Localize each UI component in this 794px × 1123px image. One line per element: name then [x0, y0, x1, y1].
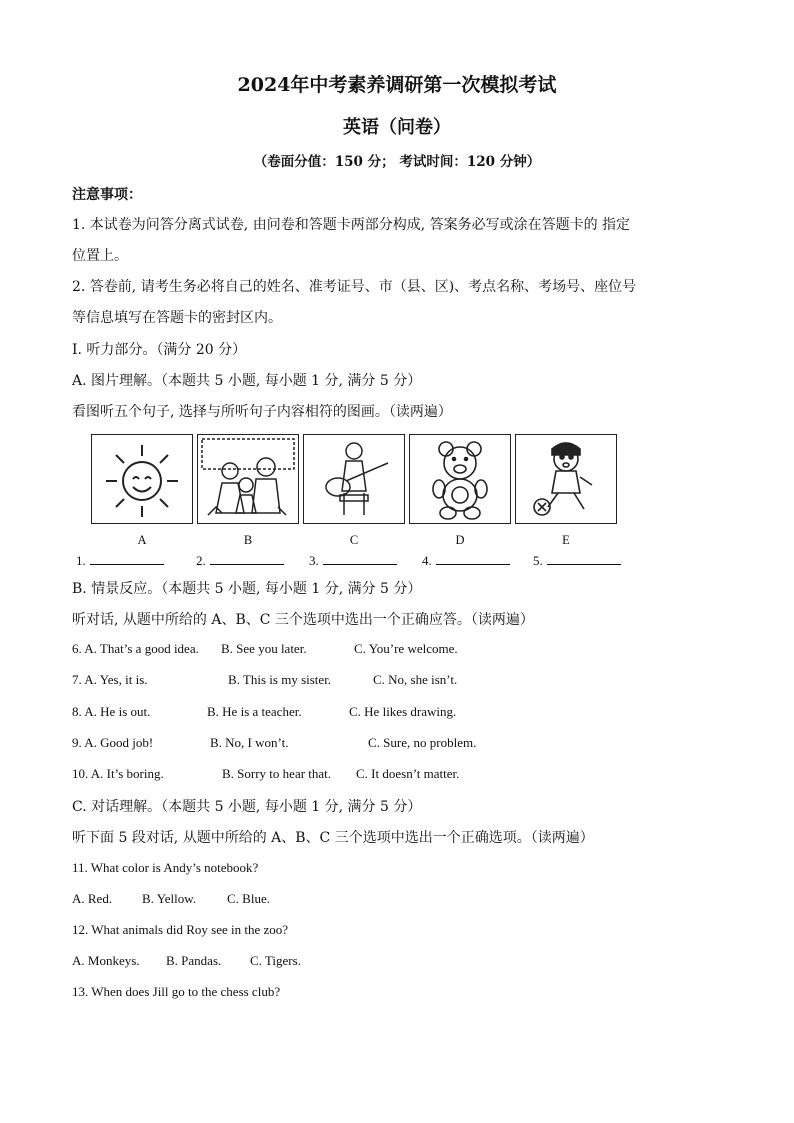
q9-option-b: B. No, I won’t.: [210, 735, 289, 750]
q12-option-c: C. Tigers.: [250, 953, 301, 968]
q9-option-a: 9. A. Good job!: [72, 735, 154, 750]
q6-option-a: 6. A. That’s a good idea.: [72, 641, 199, 656]
answer-blank-2[interactable]: [196, 552, 284, 569]
picture-e: [515, 434, 617, 524]
q8-option-b: B. He is a teacher.: [207, 704, 302, 719]
answer-blank-3[interactable]: [309, 552, 397, 569]
q7-option-b: B. This is my sister.: [228, 672, 332, 687]
note-item-2-line-2: 等信息填写在答题卡的密封区内。: [72, 310, 282, 326]
picture-row: [91, 434, 617, 526]
part-a-heading: A. 图片理解。（本题共 5 小题, 每小题 1 分, 满分 5 分）: [72, 373, 422, 389]
part-b-heading: B. 情景反应。（本题共 5 小题, 每小题 1 分, 满分 5 分）: [72, 581, 422, 597]
note-item-1-line-1: 1. 本试卷为问答分离式试卷, 由问卷和答题卡两部分构成, 答案务必写或涂在答题卡的 指定: [72, 217, 631, 233]
blank-line: [547, 552, 621, 565]
q10-option-c: C. It doesn’t matter.: [356, 766, 460, 781]
q11-option-c: C. Blue.: [227, 891, 270, 906]
blank-number: 1.: [76, 553, 86, 568]
q10-option-a: 10. A. It’s boring.: [72, 766, 164, 781]
picture-label-e: E: [562, 533, 570, 547]
answer-blank-4[interactable]: [422, 552, 510, 569]
picture-label-a: A: [137, 533, 147, 547]
q11-option-a: A. Red.: [72, 891, 113, 906]
q7-option-c: C. No, she isn’t.: [373, 672, 458, 687]
part-c-heading: C. 对话理解。（本题共 5 小题, 每小题 1 分, 满分 5 分）: [72, 799, 422, 815]
blank-number: 4.: [422, 553, 432, 568]
picture-c: [303, 434, 405, 524]
picture-label-d: D: [455, 533, 465, 547]
picture-a: [91, 434, 193, 524]
guitar-player-icon: [304, 435, 404, 523]
part-a-instruction: 看图听五个句子, 选择与所听句子内容相符的图画。（读两遍）: [72, 404, 452, 420]
score-time-info: （卷面分值：150 分； 考试时间：120 分钟）: [253, 154, 541, 170]
q7-option-a: 7. A. Yes, it is.: [72, 672, 148, 687]
blank-line: [436, 552, 510, 565]
part-b-instruction: 听对话, 从题中所给的 A、B、C 三个选项中选出一个正确应答。（读两遍）: [72, 612, 534, 628]
blank-number: 2.: [196, 553, 206, 568]
q10-option-b: B. Sorry to hear that.: [222, 766, 332, 781]
boy-kicking-ball-icon: [516, 435, 616, 523]
exam-subtitle: 英语（问卷）: [343, 117, 451, 138]
answer-blank-5[interactable]: [533, 552, 621, 569]
q12-option-a: A. Monkeys.: [72, 953, 140, 968]
blank-number: 5.: [533, 553, 543, 568]
q8-option-c: C. He likes drawing.: [349, 704, 457, 719]
blank-line: [210, 552, 284, 565]
part-c-instruction: 听下面 5 段对话, 从题中所给的 A、B、C 三个选项中选出一个正确选项。（读两遍）: [72, 830, 594, 846]
q12-question: 12. What animals did Roy see in the zoo?: [72, 922, 289, 937]
q11-option-b: B. Yellow.: [142, 891, 197, 906]
picture-d: [409, 434, 511, 524]
blank-number: 3.: [309, 553, 319, 568]
q6-option-b: B. See you later.: [221, 641, 307, 656]
q12-option-b: B. Pandas.: [166, 953, 222, 968]
q8-option-a: 8. A. He is out.: [72, 704, 151, 719]
q6-option-c: C. You’re welcome.: [354, 641, 458, 656]
blank-line: [323, 552, 397, 565]
note-item-1-line-2: 位置上。: [72, 248, 128, 264]
teddy-bear-icon: [410, 435, 510, 523]
picture-b: [197, 434, 299, 524]
section-1-heading: I. 听力部分。（满分 20 分）: [72, 342, 247, 358]
sun-icon: [92, 435, 192, 523]
q11-question: 11. What color is Andy’s notebook?: [72, 860, 259, 875]
notes-heading: 注意事项：: [72, 187, 142, 203]
family-icon: [198, 435, 298, 523]
picture-label-c: C: [349, 533, 359, 547]
picture-label-b: B: [243, 533, 253, 547]
q13-question: 13. When does Jill go to the chess club?: [72, 984, 281, 999]
blank-line: [90, 552, 164, 565]
exam-title: 2024年中考素养调研第一次模拟考试: [237, 74, 557, 96]
note-item-2-line-1: 2. 答卷前, 请考生务必将自己的姓名、准考证号、市（县、区)、考点名称、考场号、座位号: [72, 279, 637, 295]
q9-option-c: C. Sure, no problem.: [368, 735, 477, 750]
answer-blank-1[interactable]: [76, 552, 164, 569]
